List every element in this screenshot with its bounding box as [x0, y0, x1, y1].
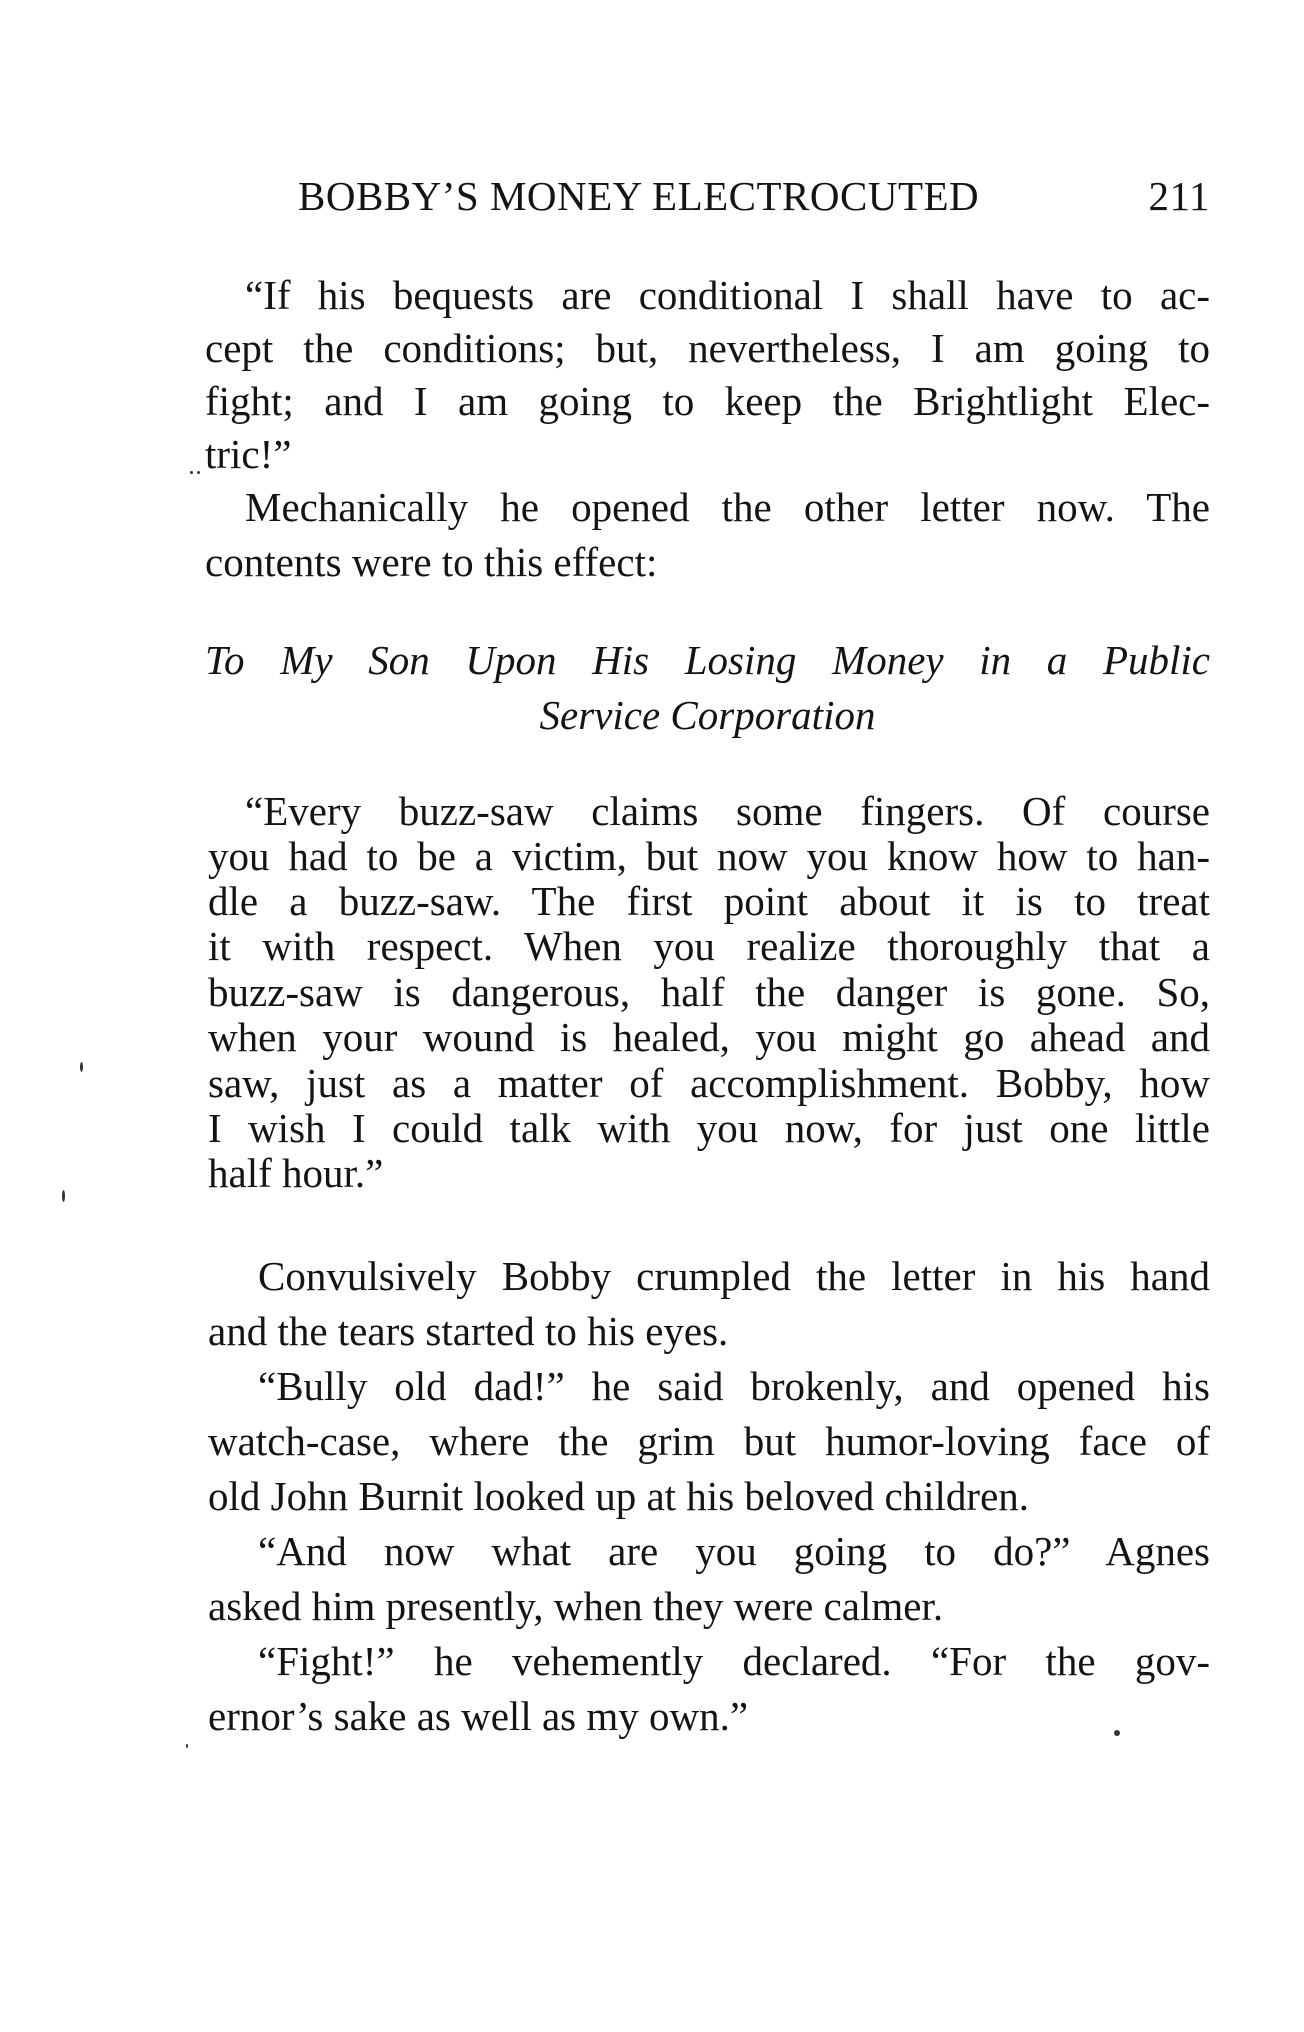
scan-speck: [62, 1190, 65, 1202]
scan-speck: [190, 471, 193, 474]
letter-line: dle a buzz-saw. The first point about it is to treat: [208, 878, 1210, 924]
text-line: cept the conditions; but, nevertheless, I am going to: [205, 325, 1210, 371]
text-line: old John Burnit looked up at his beloved children.: [208, 1473, 1030, 1519]
letter-line: you had to be a victim, but now you know how to han-: [208, 833, 1210, 879]
text-line: and the tears started to his eyes.: [208, 1308, 729, 1354]
letter-line: I wish I could talk with you now, for just one little: [208, 1105, 1210, 1151]
letter-title-line: Service Corporation: [539, 692, 876, 738]
text-line: asked him presently, when they were calmer.: [208, 1583, 944, 1629]
text-line: fight; and I am going to keep the Brightlight Elec-: [205, 378, 1210, 424]
scan-speck: [197, 471, 200, 474]
text-line: ernor’s sake as well as my own.”: [208, 1693, 749, 1739]
letter-title-line: To My Son Upon His Losing Money in a Public: [205, 637, 1210, 683]
letter-line: half hour.”: [208, 1150, 384, 1196]
scan-speck: [1114, 1730, 1120, 1736]
text-line: contents were to this effect:: [205, 539, 658, 585]
scan-speck: [186, 1744, 188, 1748]
scan-speck: [80, 1062, 83, 1072]
text-line: “Fight!” he vehemently declared. “For the gov-: [258, 1638, 1210, 1684]
text-line: Convulsively Bobby crumpled the letter in his hand: [258, 1253, 1210, 1299]
running-title: BOBBY’S MONEY ELECTROCUTED: [298, 173, 980, 219]
page-number: 211: [1148, 173, 1210, 219]
letter-line: when your wound is healed, you might go ahead and: [208, 1014, 1210, 1060]
letter-line: saw, just as a matter of accomplishment. Bobby, how: [208, 1060, 1210, 1106]
letter-line: it with respect. When you realize thoroughly that a: [208, 923, 1210, 969]
text-line: watch-case, where the grim but humor-loving face of: [208, 1418, 1210, 1464]
page-header: [298, 172, 1210, 220]
text-line: “And now what are you going to do?” Agnes: [258, 1528, 1210, 1574]
text-line: tric!”: [205, 431, 292, 477]
letter-line: “Every buzz-saw claims some fingers. Of course: [245, 788, 1210, 834]
text-line: “If his bequests are conditional I shall have to ac-: [245, 272, 1210, 318]
text-line: “Bully old dad!” he said brokenly, and opened his: [258, 1363, 1210, 1409]
text-line: Mechanically he opened the other letter now. The: [245, 484, 1210, 530]
letter-line: buzz-saw is dangerous, half the danger is gone. So,: [208, 969, 1210, 1015]
